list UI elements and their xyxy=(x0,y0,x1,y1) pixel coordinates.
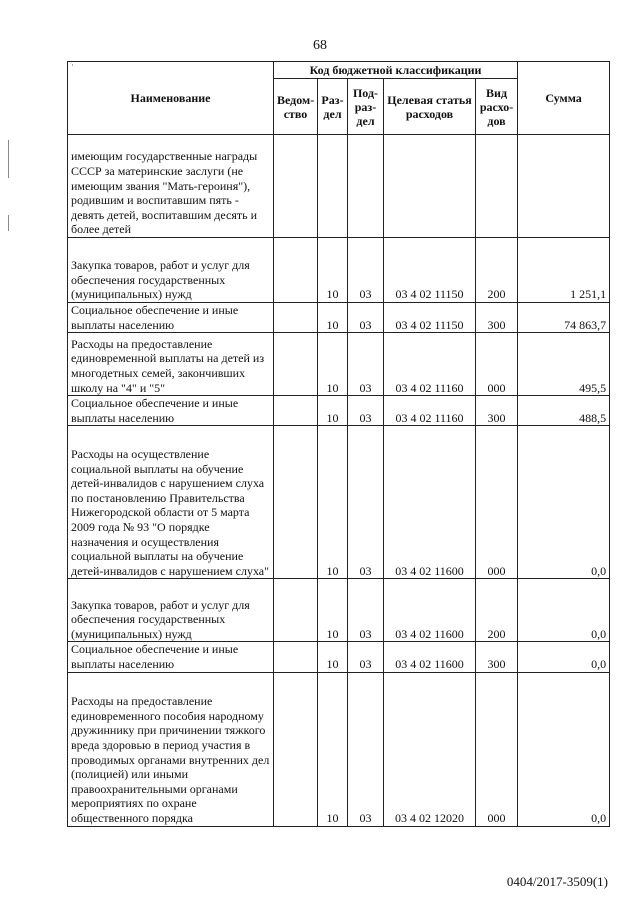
document-code: 0404/2017-3509(1) xyxy=(506,874,608,889)
row-department xyxy=(274,238,318,303)
row-amount xyxy=(518,135,610,238)
header-section: Раз-дел xyxy=(318,79,348,135)
table-row xyxy=(68,579,610,642)
page-number: 68 xyxy=(313,38,327,53)
row-target-article xyxy=(384,135,476,238)
row-department xyxy=(274,579,318,642)
row-expense-type xyxy=(476,135,518,238)
row-expense-type: 300 xyxy=(476,396,518,426)
row-amount: 488,5 xyxy=(518,396,610,426)
header-amount: Сумма xyxy=(518,62,610,135)
row-name: Расходы на осуществление социальной выплаты на обучение детей-инвалидов с нарушением слуха по постановлению Правительства Нижегородской области от 5 марта 2009 года № 93 "О порядке назначения и осуществления социальной выплаты на обучение детей-инвалидов с нарушением слуха" xyxy=(68,426,274,579)
row-department xyxy=(274,672,318,826)
row-name: имеющим государственные награды СССР за материнские заслуги (не имеющим звания "Мать-героиня"), родившим и воспитавшим пять - девять детей, воспитавшим десять и более детей xyxy=(68,135,274,238)
row-target-article: 03 4 02 11600 xyxy=(384,579,476,642)
row-expense-type: 200 xyxy=(476,579,518,642)
row-target-article: 03 4 02 11160 xyxy=(384,396,476,426)
row-amount: 495,5 xyxy=(518,333,610,396)
table-row xyxy=(68,303,610,333)
row-amount: 0,0 xyxy=(518,672,610,826)
row-section xyxy=(318,135,348,238)
row-name: Закупка товаров, работ и услуг для обеспечения государственных (муниципальных) нужд xyxy=(68,579,274,642)
row-department xyxy=(274,303,318,333)
row-name: Социальное обеспечение и иные выплаты населению xyxy=(68,396,274,426)
row-target-article: 03 4 02 11600 xyxy=(384,426,476,579)
row-amount: 0,0 xyxy=(518,642,610,672)
row-subsection: 03 xyxy=(348,303,384,333)
header-subsection: Под-раз-дел xyxy=(348,79,384,135)
row-expense-type: 200 xyxy=(476,238,518,303)
header-code-group: Код бюджетной классификации xyxy=(274,62,518,79)
row-expense-type: 300 xyxy=(476,642,518,672)
row-subsection: 03 xyxy=(348,333,384,396)
header-target-article: Целевая статья расходов xyxy=(384,79,476,135)
row-subsection: 03 xyxy=(348,238,384,303)
row-amount: 0,0 xyxy=(518,579,610,642)
row-name: Закупка товаров, работ и услуг для обеспечения государственных (муниципальных) нужд xyxy=(68,238,274,303)
table-row xyxy=(68,672,610,826)
row-subsection: 03 xyxy=(348,579,384,642)
budget-table xyxy=(67,61,610,827)
row-department xyxy=(274,426,318,579)
row-subsection xyxy=(348,135,384,238)
row-subsection: 03 xyxy=(348,642,384,672)
header-expense-type: Вид расхо-дов xyxy=(476,79,518,135)
row-expense-type: 300 xyxy=(476,303,518,333)
row-section: 10 xyxy=(318,426,348,579)
table-row xyxy=(68,396,610,426)
row-section: 10 xyxy=(318,396,348,426)
row-target-article: 03 4 02 11150 xyxy=(384,238,476,303)
row-name: Расходы на предоставление единовременной выплаты на детей из многодетных семей, закончивших школу на "4" и "5" xyxy=(68,333,274,396)
row-section: 10 xyxy=(318,672,348,826)
row-section: 10 xyxy=(318,579,348,642)
row-expense-type: 000 xyxy=(476,672,518,826)
row-expense-type: 000 xyxy=(476,333,518,396)
table-row xyxy=(68,642,610,672)
row-amount: 1 251,1 xyxy=(518,238,610,303)
row-name: Расходы на предоставление единовременного пособия народному дружиннику при причинении тяжкого вреда здоровью в период участия в проводимых органами внутренних дел (полицией) или иными правоохранительными органами мероприятиях по охране общественного порядка xyxy=(68,672,274,826)
row-department xyxy=(274,396,318,426)
row-subsection: 03 xyxy=(348,396,384,426)
table-row xyxy=(68,333,610,396)
row-amount: 0,0 xyxy=(518,426,610,579)
row-section: 10 xyxy=(318,303,348,333)
scan-margin-mark xyxy=(8,140,9,178)
row-section: 10 xyxy=(318,333,348,396)
header-name: Наименование xyxy=(68,62,274,135)
row-section: 10 xyxy=(318,238,348,303)
scan-dot: · xyxy=(71,60,74,70)
row-department xyxy=(274,135,318,238)
row-target-article: 03 4 02 11150 xyxy=(384,303,476,333)
row-target-article: 03 4 02 11160 xyxy=(384,333,476,396)
row-department xyxy=(274,333,318,396)
row-subsection: 03 xyxy=(348,672,384,826)
row-section: 10 xyxy=(318,642,348,672)
row-expense-type: 000 xyxy=(476,426,518,579)
row-target-article: 03 4 02 11600 xyxy=(384,642,476,672)
row-department xyxy=(274,642,318,672)
table-row xyxy=(68,426,610,579)
scan-margin-mark xyxy=(8,215,9,231)
row-name: Социальное обеспечение и иные выплаты населению xyxy=(68,642,274,672)
row-name: Социальное обеспечение и иные выплаты населению xyxy=(68,303,274,333)
row-target-article: 03 4 02 12020 xyxy=(384,672,476,826)
header-department: Ведом-ство xyxy=(274,79,318,135)
row-subsection: 03 xyxy=(348,426,384,579)
table-row xyxy=(68,135,610,238)
table-row xyxy=(68,238,610,303)
row-amount: 74 863,7 xyxy=(518,303,610,333)
